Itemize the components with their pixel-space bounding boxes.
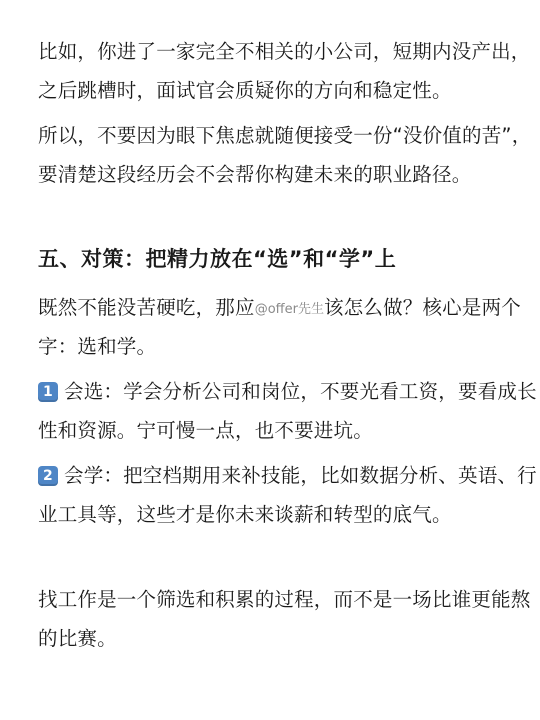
paragraph-2-line-1: 所以，不要因为眼下焦虑就随便接受一份“没价值的苦”， — [38, 124, 532, 147]
keycap-1-icon: 1 — [38, 382, 58, 402]
list-item-1-line-2: 性和资源。宁可慢一点，也不要进坑。 — [38, 419, 373, 442]
paragraph-2-line-2: 要清楚这段经历会不会帮你构建未来的职业路径。 — [38, 163, 472, 186]
list-item-2-text: 会学：把空档期用来补技能，比如数据分析、英语、行 — [64, 464, 537, 487]
list-item-2-line-2: 业工具等，这些才是你未来谈薪和转型的底气。 — [38, 503, 452, 526]
closing-line-2: 的比赛。 — [38, 627, 117, 650]
intro-text-after: 该怎么做？核心是两个 — [323, 296, 521, 319]
list-item-2-line-1 — [38, 464, 537, 488]
paragraph-1-line-1: 比如，你进了一家完全不相关的小公司，短期内没产出， — [38, 40, 531, 63]
list-item-1-line-1 — [38, 380, 537, 404]
closing-line-1: 找工作是一个筛选和积累的过程，而不是一场比谁更能熬 — [38, 588, 531, 611]
paragraph-1-line-2: 之后跳槽时，面试官会质疑你的方向和稳定性。 — [38, 79, 452, 102]
author-watermark: @offer先生 — [254, 302, 324, 317]
list-item-1-text: 会选：学会分析公司和岗位，不要光看工资，要看成长 — [64, 380, 537, 403]
keycap-2-icon: 2 — [38, 466, 58, 486]
intro-line-2: 字：选和学。 — [38, 335, 157, 358]
intro-line-1 — [38, 296, 521, 322]
intro-text-before: 既然不能没苦硬吃，那应 — [38, 296, 255, 319]
section-heading: 五、对策：把精力放在“选”和“学”上 — [38, 247, 397, 271]
